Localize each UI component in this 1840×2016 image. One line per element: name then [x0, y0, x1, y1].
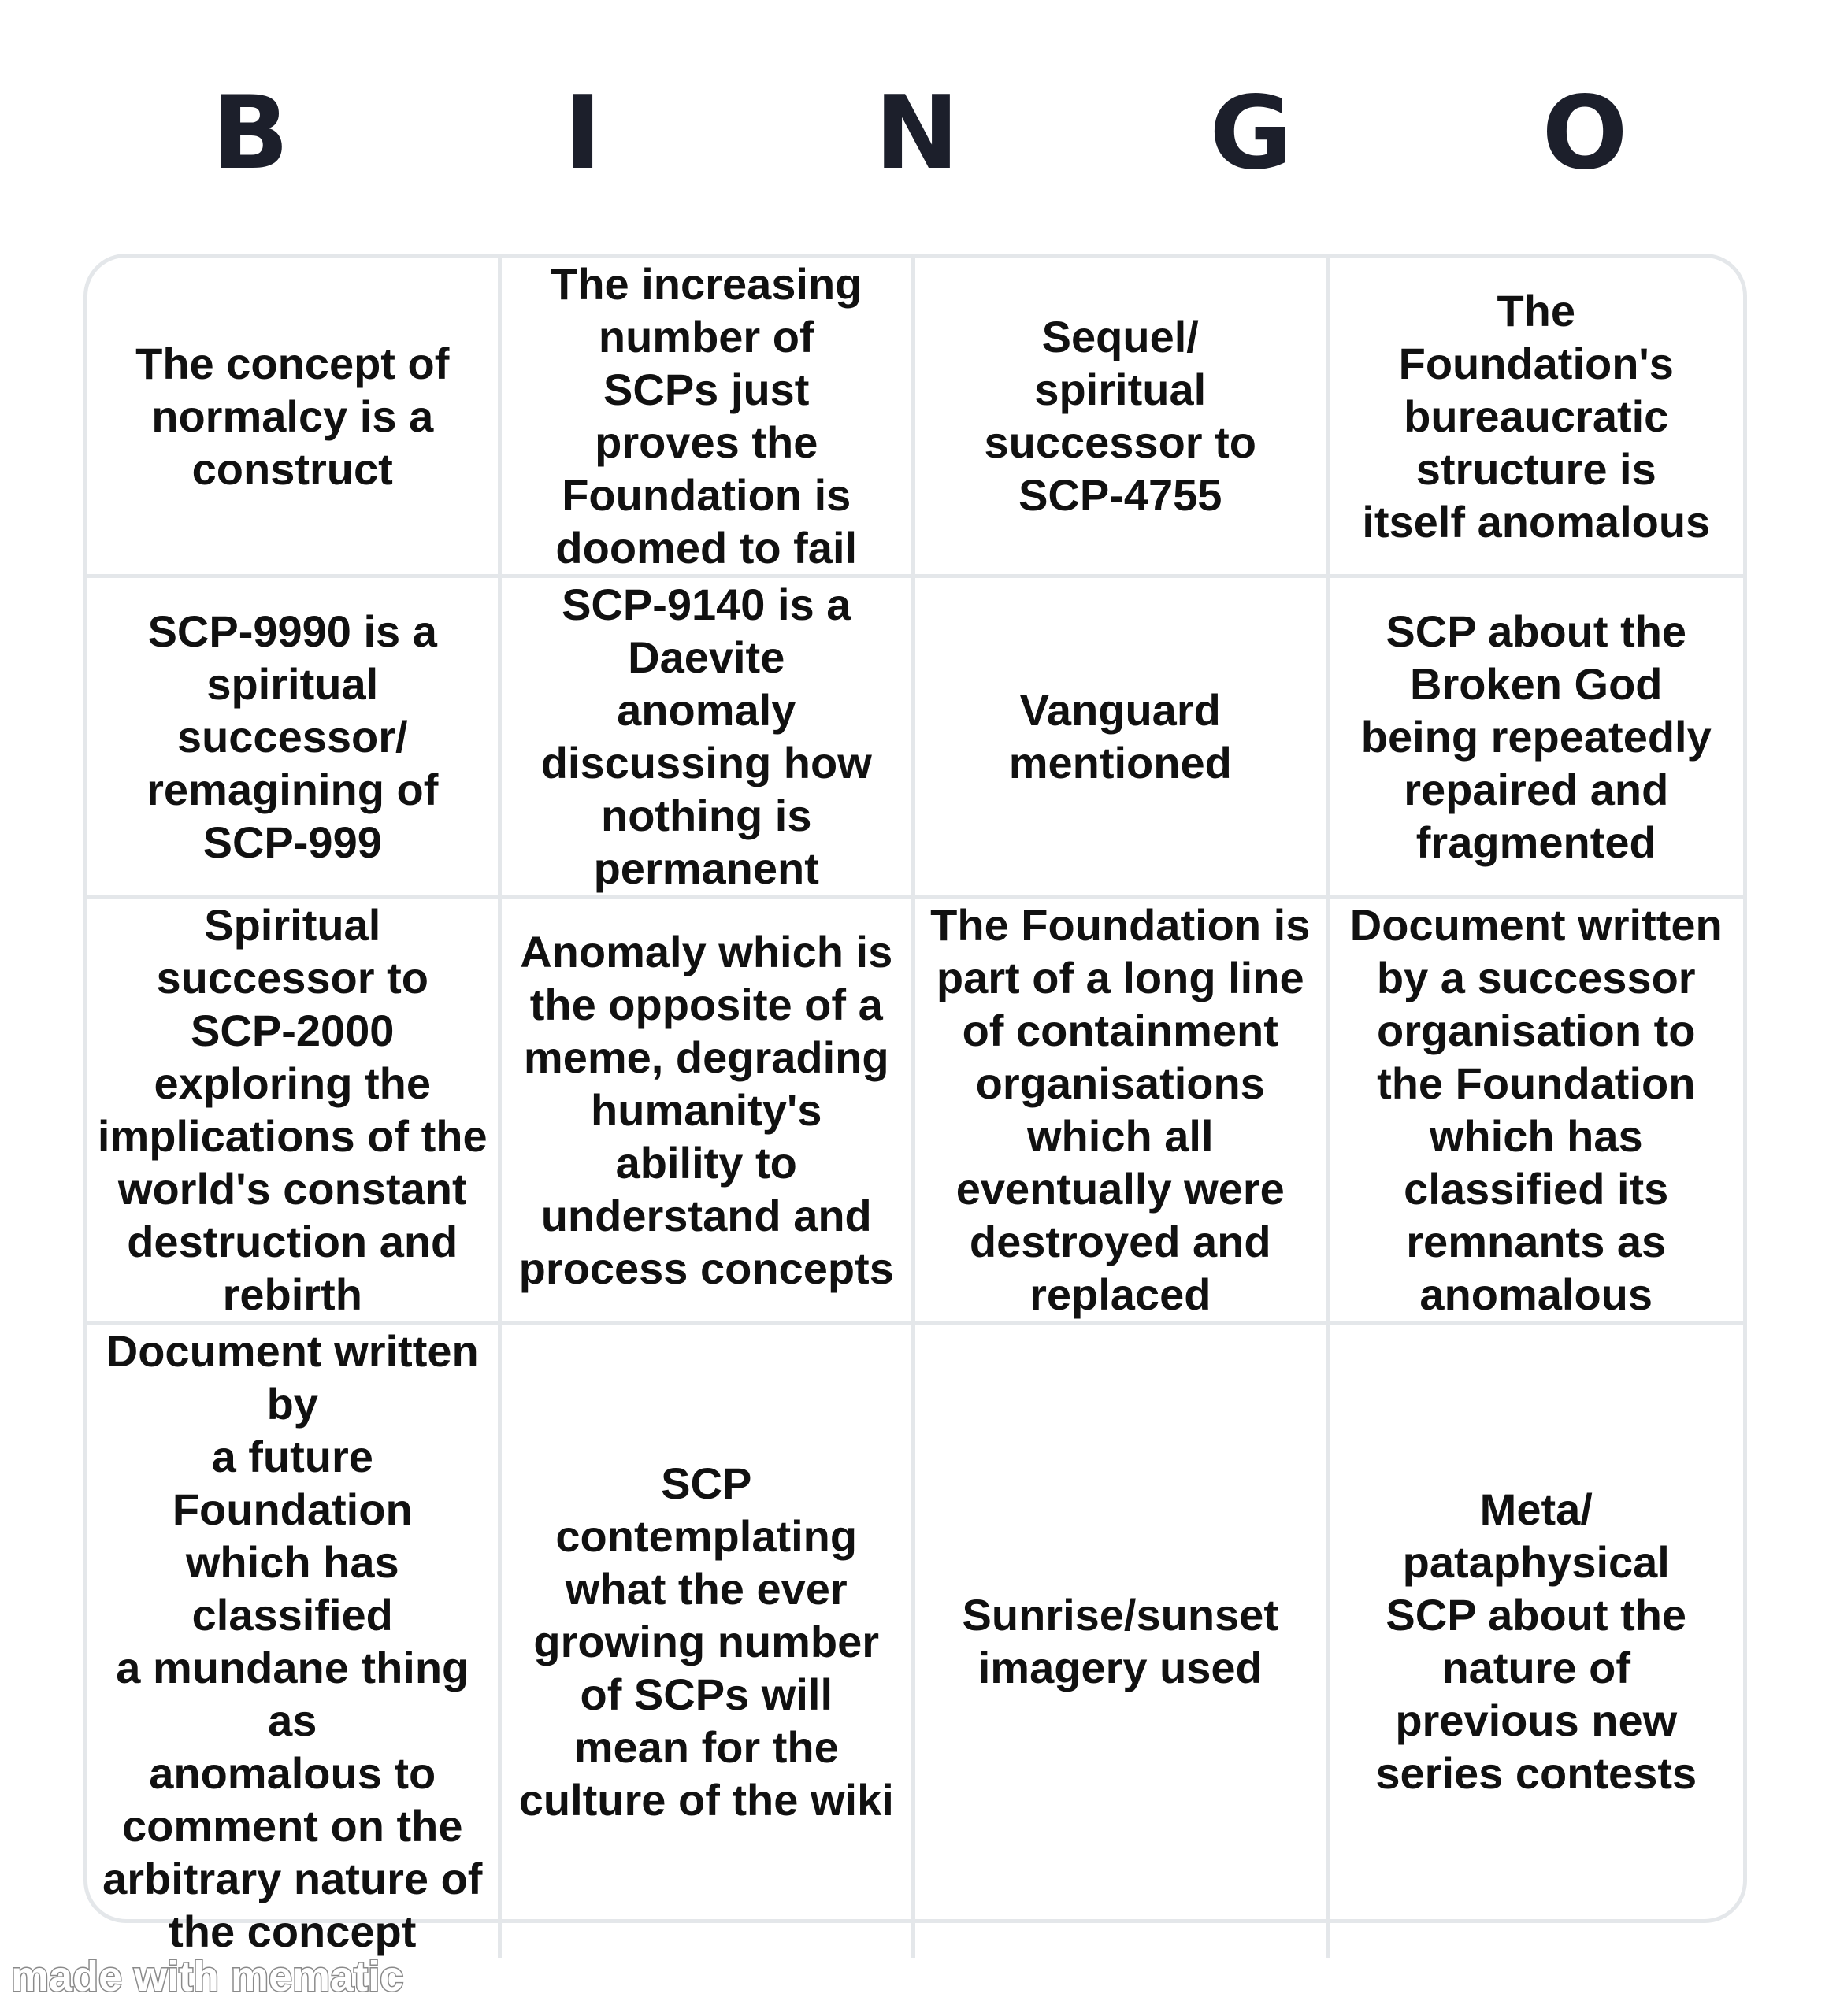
bingo-board	[83, 254, 1747, 1956]
bingo-cell-r1c3	[915, 258, 1330, 578]
bingo-cell-r2c4	[1330, 578, 1744, 899]
bingo-cell-text: The Foundation is part of a long line of containment organisations which all eventually were destroyed and replaced	[930, 900, 1311, 1319]
bingo-cell-r4c4	[1330, 1325, 1744, 1958]
bingo-cell-r2c3	[915, 578, 1330, 899]
bingo-cell-text: Spiritual successor to SCP-2000 exploring the implications of the world's constant destruction and rebirth	[97, 900, 488, 1319]
header-letter-b: B	[212, 75, 289, 192]
bingo-cell-text: Document written by a successor organisation to the Foundation which has classified its remnants as anomalous	[1349, 900, 1723, 1319]
bingo-cell-text: SCP-9990 is a spiritual successor/ remagining of SCP-999	[147, 606, 439, 867]
bingo-cell-text: Sequel/ spiritual successor to SCP-4755	[984, 312, 1256, 520]
bingo-cell-text: Document written by a future Foundation which has classified a mundane thing as anomalous to comment on the arbitrary nature of the concept	[102, 1326, 483, 1956]
bingo-cell-r1c4	[1330, 258, 1744, 578]
header-letter-n: N	[874, 75, 959, 192]
bingo-cell-r3c3	[915, 899, 1330, 1325]
header-letter-i: I	[564, 75, 602, 192]
bingo-cell-r3c1	[87, 899, 502, 1325]
header-letter-g: G	[1209, 75, 1293, 192]
bingo-cell-text: The increasing number of SCPs just proves the Foundation is doomed to fail	[551, 259, 862, 573]
bingo-cell-r4c1	[87, 1325, 502, 1958]
bingo-cell-text: SCP contemplating what the ever growing number of SCPs will mean for the culture of the wiki	[518, 1458, 894, 1825]
bingo-header	[0, 75, 1840, 193]
bingo-cell-text: The Foundation's bureaucratic structure is itself anomalous	[1362, 285, 1711, 547]
bingo-cell-r4c3	[915, 1325, 1330, 1958]
bingo-cell-text: Sunrise/sunset imagery used	[962, 1590, 1278, 1692]
bingo-cell-text: Meta/ pataphysical SCP about the nature of previous new series contests	[1375, 1484, 1697, 1798]
bingo-cell-text: SCP-9140 is a Daevite anomaly discussing how nothing is permanent	[540, 580, 872, 893]
bingo-cell-r2c2	[502, 578, 916, 899]
bingo-cell-r1c1	[87, 258, 502, 578]
bingo-cell-text: Anomaly which is the opposite of a meme, degrading humanity's ability to understand and process concepts	[518, 926, 894, 1293]
bingo-cell-r1c2	[502, 258, 916, 578]
mematic-watermark: made with mematic	[11, 1953, 404, 2000]
bingo-cell-text: Vanguard mentioned	[1008, 685, 1232, 788]
bingo-cell-r3c2	[502, 899, 916, 1325]
bingo-cell-text: SCP about the Broken God being repeatedly repaired and fragmented	[1360, 606, 1712, 867]
bingo-cell-text: The concept of normalcy is a construct	[135, 338, 450, 494]
bingo-cell-r3c4	[1330, 899, 1744, 1325]
bingo-cell-r2c1	[87, 578, 502, 899]
bingo-cell-r4c2	[502, 1325, 916, 1958]
header-letter-o: O	[1541, 75, 1628, 192]
